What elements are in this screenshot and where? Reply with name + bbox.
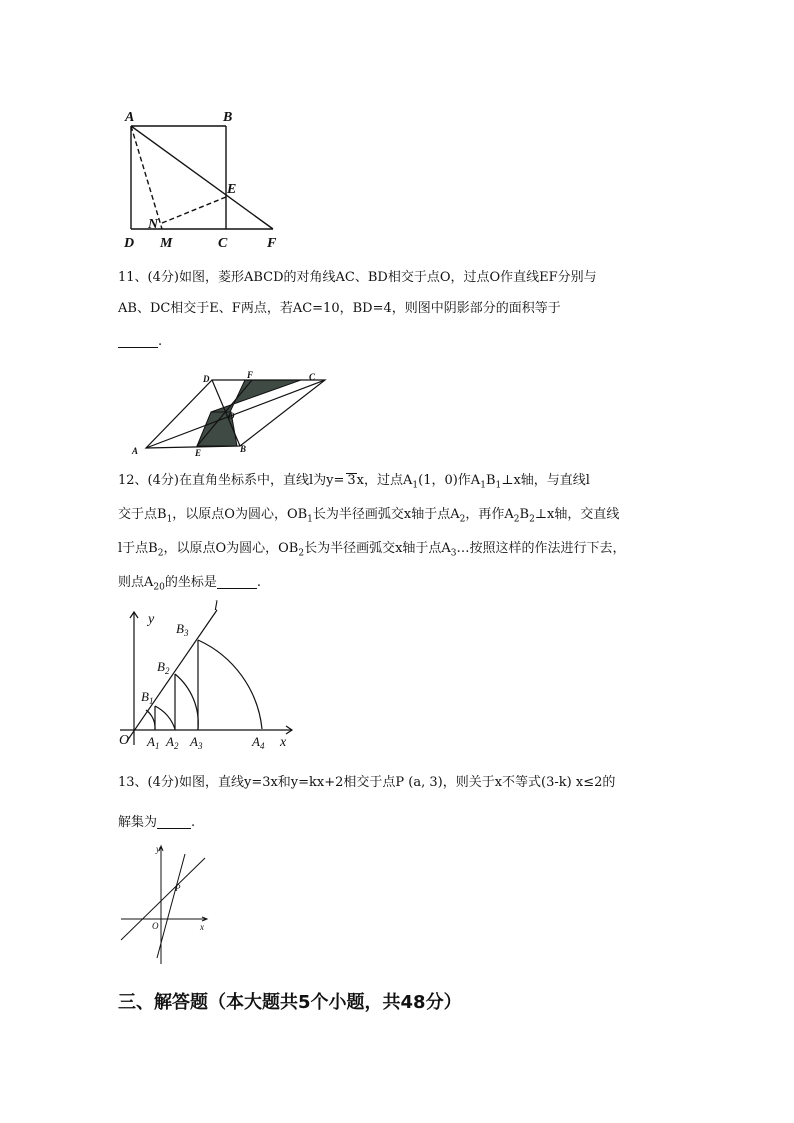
figure-arcs-coordinate: [110, 600, 310, 755]
label-N: N: [148, 217, 159, 232]
q11-answer-blank: [118, 333, 158, 348]
point-P: P: [175, 883, 181, 893]
axis-x-label: x: [280, 735, 287, 750]
label-B2: $B_2$: [157, 659, 170, 676]
q13-number: 13、(4分): [118, 775, 179, 790]
label-A2: $A_2$: [166, 734, 179, 751]
q12-text: B: [519, 507, 530, 522]
subscript: 1: [307, 514, 313, 525]
q11-line1: [118, 268, 597, 288]
label-M: M: [160, 236, 173, 251]
subscript: 20: [153, 582, 165, 593]
q12-text: l于点B: [118, 541, 158, 556]
subscript: 2: [459, 514, 466, 525]
q12-text: 长为半径画弧交x轴于点A: [312, 507, 460, 522]
subscript: 1: [495, 480, 502, 491]
q13-answer-blank: [157, 814, 191, 829]
line-l-label: l: [214, 600, 218, 614]
q12-text: 在直角坐标系中，直线l为y=: [178, 473, 345, 488]
figure-two-lines: [115, 840, 215, 970]
label-B3: $B_3$: [176, 621, 189, 638]
subscript: 2: [529, 514, 535, 525]
figure-square-abcd: [112, 100, 302, 255]
label-E: E: [227, 182, 237, 197]
q12-text: 交于点B: [118, 507, 167, 522]
q13-line2: [118, 813, 195, 833]
q11-line3: [118, 332, 162, 352]
label-F: F: [267, 236, 277, 251]
label-D: D: [203, 374, 210, 384]
subscript: 1: [166, 514, 173, 525]
subscript: 2: [157, 548, 164, 559]
q12-text: ⊥x轴，交直线: [534, 507, 620, 522]
q12-text: ，以原点O为圆心，OB: [163, 541, 299, 556]
label-A: A: [132, 446, 139, 456]
q12-line1: [118, 471, 590, 496]
label-C: C: [309, 372, 316, 382]
q12-text: …按照这样的作法进行下去，: [456, 541, 626, 556]
subscript: 2: [298, 548, 305, 559]
origin-O: O: [119, 733, 130, 748]
q13-text-1: 如图，直线y=3x和y=kx+2相交于点P (a, 3)，则关于x不等式(3-k) x≤2的: [178, 775, 616, 790]
axis-y-label: y: [148, 612, 155, 627]
subscript: 1: [412, 480, 419, 491]
label-D: D: [124, 236, 135, 251]
q12-text: ，再作A: [465, 507, 514, 522]
label-B: B: [223, 110, 233, 125]
q11-number: 11、(4分): [118, 270, 179, 285]
label-B1: $B_1$: [141, 689, 154, 706]
subscript: 3: [450, 548, 457, 559]
subscript: 1: [480, 480, 486, 491]
label-O: O: [228, 411, 235, 421]
q12-text: 长为半径画弧交x轴于点A: [304, 541, 451, 556]
label-F: F: [247, 370, 254, 380]
label-A4: $A_4$: [252, 734, 265, 751]
q11-text-1: 如图，菱形ABCD的对角线AC、BD相交于点O，过点O作直线EF分别与: [178, 270, 597, 285]
q12-number: 12、(4分): [118, 473, 179, 488]
q12-text: (1，0)作A: [418, 473, 481, 488]
q12-line2: [118, 505, 619, 530]
label-E: E: [195, 448, 202, 458]
q12-answer-blank: [217, 574, 257, 589]
label-C: C: [218, 236, 228, 251]
sqrt-3: 3: [347, 473, 356, 488]
figure-rhombus: [125, 368, 335, 458]
q11-line3-end: .: [158, 334, 163, 349]
q12-text: B: [485, 473, 496, 488]
label-A1: $A_1$: [147, 734, 160, 751]
q12-text: ，以原点O为圆心，OB: [172, 507, 308, 522]
q12-text: .: [256, 575, 261, 590]
q12-line4: [118, 573, 261, 598]
label-A3: $A_3$: [190, 734, 203, 751]
q12-text: 则点A: [118, 575, 154, 590]
label-A: A: [125, 110, 135, 125]
section-heading: 三、解答题（本大题共5个小题，共48分）: [118, 992, 462, 1013]
q13-line2-end: .: [191, 815, 196, 830]
q13-text-2: 解集为: [118, 815, 158, 830]
subscript: 2: [513, 514, 520, 525]
origin-O: O: [152, 921, 159, 931]
q12-line3: [118, 539, 626, 564]
shade-upper: [211, 380, 301, 412]
label-B: B: [240, 444, 247, 454]
q13-line1: [118, 773, 615, 793]
q12-text: ⊥x轴，与直线l: [501, 473, 590, 488]
q11-line2: AB、DC相交于E、F两点，若AC=10，BD=4，则图中阴影部分的面积等于: [118, 301, 561, 316]
axis-y-label: y: [156, 844, 160, 854]
axis-x-label: x: [200, 922, 204, 932]
q12-text: x，过点A: [356, 473, 413, 488]
q12-text: 的坐标是: [164, 575, 217, 590]
